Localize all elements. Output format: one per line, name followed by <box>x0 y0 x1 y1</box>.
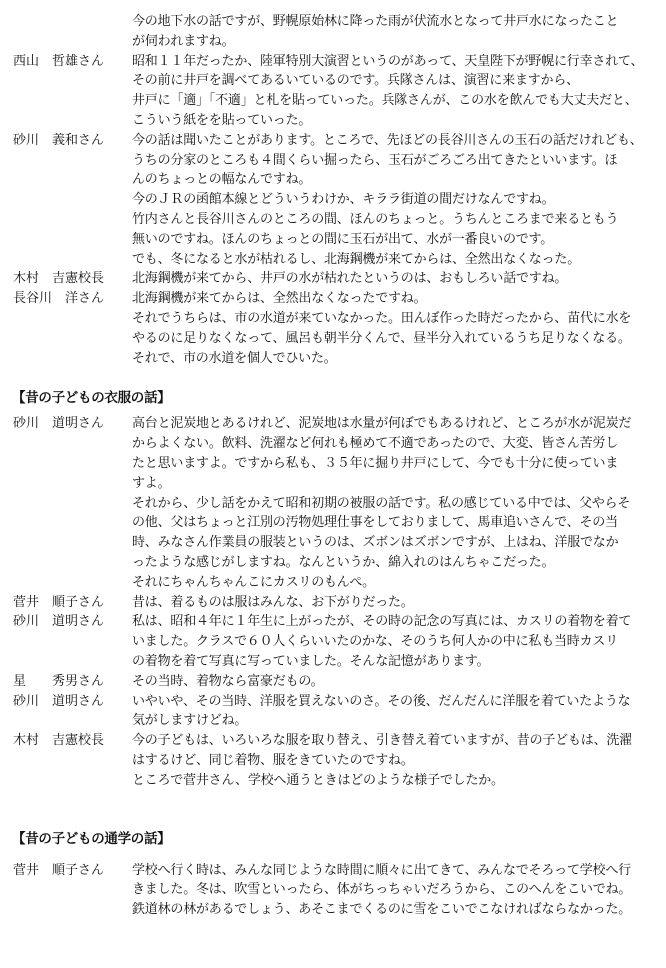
utterance-text: 今の話は聞いたことがあります。ところで、先ほどの長谷川さんの玉石の話だけれども、 <box>132 133 643 148</box>
text-line <box>0 230 666 249</box>
speaker-name: 菅井 順子さん <box>13 863 105 878</box>
utterance-text: 気がしますけどね。 <box>132 713 248 728</box>
utterance-text: 竹内さんと長谷川さんのところの間、ほんのちょっと。うちんところまで来るともう <box>132 212 619 227</box>
speaker-name: 木村 吉憲校長 <box>13 733 105 748</box>
section-heading: 【昔の子どもの衣服の話】 <box>12 390 171 407</box>
utterance-text: が伺われますね。 <box>132 34 235 49</box>
utterance-text: ところで菅井さん、学校へ通うときはどのような様子でしたか。 <box>132 773 504 788</box>
text-line <box>0 434 666 453</box>
utterance-text: の他、父はちょっと江別の汚物処理仕事をしておりまして、馬車追いさんで、その当 <box>132 515 618 530</box>
utterance-text: 今の子どもは、いろいろな服を取り替え、引き替え着ていますが、昔の子どもは、洗濯 <box>132 733 632 748</box>
utterance-text: 北海鋼機が来てからは、全然出なくなったですね。 <box>132 291 427 306</box>
text-line <box>0 71 666 90</box>
speaker-name: 菅井 順子さん <box>13 595 105 610</box>
text-line <box>0 494 666 513</box>
text-line <box>0 131 666 150</box>
text-line <box>0 170 666 189</box>
speaker-name: 西山 哲雄さん <box>13 54 105 69</box>
utterance-text: うちの分家のところも４間くらい掘ったら、玉石がごろごろ出てきたといいます。ほ <box>132 153 618 168</box>
utterance-text: でも、冬になると水が枯れるし、北海鋼機が来てからは、全然出なくなった。 <box>132 252 581 267</box>
text-line <box>0 414 666 433</box>
utterance-text: 今のＪＲの函館本線とどういうわけか、キララ街道の間だけなんですね。 <box>132 192 555 207</box>
utterance-text: 昔は、着るものは服はみんな、お下がりだった。 <box>132 595 414 610</box>
utterance-text: んのちょっとの幅なんですね。 <box>132 172 312 187</box>
text-line <box>0 632 666 651</box>
utterance-text: その当時、着物なら富豪だもの。 <box>132 674 324 689</box>
text-line <box>0 349 666 368</box>
text-line <box>0 111 666 130</box>
text-line <box>0 553 666 572</box>
utterance-text: 鉄道林の林があるでしょう、あそこまでくるのに雪をこいでこなければならなかった。 <box>132 902 632 917</box>
utterance-text: その前に井戸を調べてあるいているのです。兵隊さんは、演習に来ますから、 <box>132 73 579 88</box>
text-line <box>0 454 666 473</box>
utterance-text: それで、市の水道を個人でひいた。 <box>132 351 337 366</box>
speaker-name: 長谷川 洋さん <box>13 291 105 306</box>
text-line <box>0 210 666 229</box>
speaker-name: 砂川 道明さん <box>13 694 105 709</box>
utterance-text: いました。クラスで６０人くらいいたのかな、そのうち何人かの中に私も当時カスリ <box>132 634 619 649</box>
utterance-text: 北海鋼機が来てから、井戸の水が枯れたというのは、おもしろい話ですね。 <box>132 271 568 286</box>
utterance-text: やるのに足りなくなって、風呂も朝半分くんで、昼半分入れているうち足りなくなる。 <box>132 331 631 346</box>
speaker-name: 砂川 道明さん <box>13 614 105 629</box>
section-heading: 【昔の子どもの通学の話】 <box>12 830 171 847</box>
text-line <box>0 731 666 750</box>
utterance-text: 無いのですね。ほんのちょっとの間に玉石が出て、水が一番良いのです。 <box>132 232 554 247</box>
text-line <box>0 91 666 110</box>
text-line <box>0 861 666 880</box>
text-line <box>0 751 666 770</box>
text-line <box>0 711 666 730</box>
utterance-text: 学校へ行く時は、みんな同じような時間に順々に出てきて、みんなでそろって学校へ行 <box>132 863 631 878</box>
text-line <box>0 474 666 493</box>
utterance-text: ったような感じがしますね。なんというか、綿入れのはんちゃこだった。 <box>132 555 555 570</box>
utterance-text: いやいや、その当時、洋服を買えないのさ。その後、だんだんに洋服を着ていたような <box>132 694 631 709</box>
speaker-name: 木村 吉憲校長 <box>13 271 105 286</box>
text-line <box>0 190 666 209</box>
text-line <box>0 593 666 612</box>
text-line <box>0 533 666 552</box>
utterance-text: 私は、昭和４年に１年生に上がったが、その時の記念の写真には、カスリの着物を着て <box>132 614 632 629</box>
text-line <box>0 672 666 691</box>
utterance-text: の着物を着て写真に写っていました。そんな記憶があります。 <box>132 654 490 669</box>
text-line <box>0 652 666 671</box>
utterance-text: はするけど、同じ着物、服をきていたのですね。 <box>132 753 414 768</box>
text-line <box>0 52 666 71</box>
text-line <box>0 32 666 51</box>
text-line <box>0 880 666 899</box>
text-line <box>0 900 666 919</box>
utterance-text: すよ。 <box>132 476 171 491</box>
text-line <box>0 151 666 170</box>
utterance-text: こういう紙をを貼っていった。 <box>132 113 312 128</box>
utterance-text: たと思いますよ。ですから私も、３５年に掘り井戸にして、今でも十分に使っていま <box>132 456 619 471</box>
text-line <box>0 692 666 711</box>
text-line <box>0 513 666 532</box>
speaker-name: 星 秀男さん <box>13 674 105 689</box>
text-line <box>0 329 666 348</box>
text-line <box>0 309 666 328</box>
text-line <box>0 269 666 288</box>
utterance-text: それでうちらは、市の水道が来ていなかった。田んぼ作った時だったから、苗代に水を <box>132 311 632 326</box>
utterance-text: きました。冬は、吹雪といったら、体がちっちゃいだろうから、このへんをこいでね。 <box>132 882 632 897</box>
utterance-text: それにちゃんちゃんこにカスリのもんぺ。 <box>132 575 375 590</box>
text-line <box>0 612 666 631</box>
utterance-text: 昭和１１年だったか、陸軍特別大演習というのがあって、天皇陛下が野幌に行幸されて、 <box>132 54 644 69</box>
utterance-text: 今の地下水の話ですが、野幌原始林に降った雨が伏流水となって井戸水になったこと <box>132 14 619 29</box>
text-line <box>0 771 666 790</box>
text-line <box>0 12 666 31</box>
utterance-text: 高台と泥炭地とあるけれど、泥炭地は水量が何ぼでもあるけれど、ところが水が泥炭だ <box>132 416 632 431</box>
utterance-text: それから、少し話をかえて昭和初期の被服の話です。私の感じている中では、父やらそ <box>132 496 631 511</box>
utterance-text: 時、みなさん作業員の服装というのは、ズボンはズボンですが、上はね、洋服でなか <box>132 535 619 550</box>
text-line <box>0 573 666 592</box>
speaker-name: 砂川 義和さん <box>13 133 105 148</box>
utterance-text: 井戸に「適」「不適」と札を貼っていった。兵隊さんが、この水を飲んでも大丈夫だと、 <box>132 93 638 108</box>
text-line <box>0 289 666 308</box>
text-line <box>0 250 666 269</box>
utterance-text: からよくない。飲料、洗濯など何れも極めて不適であったので、大変、皆さん苦労し <box>132 436 619 451</box>
speaker-name: 砂川 道明さん <box>13 416 105 431</box>
